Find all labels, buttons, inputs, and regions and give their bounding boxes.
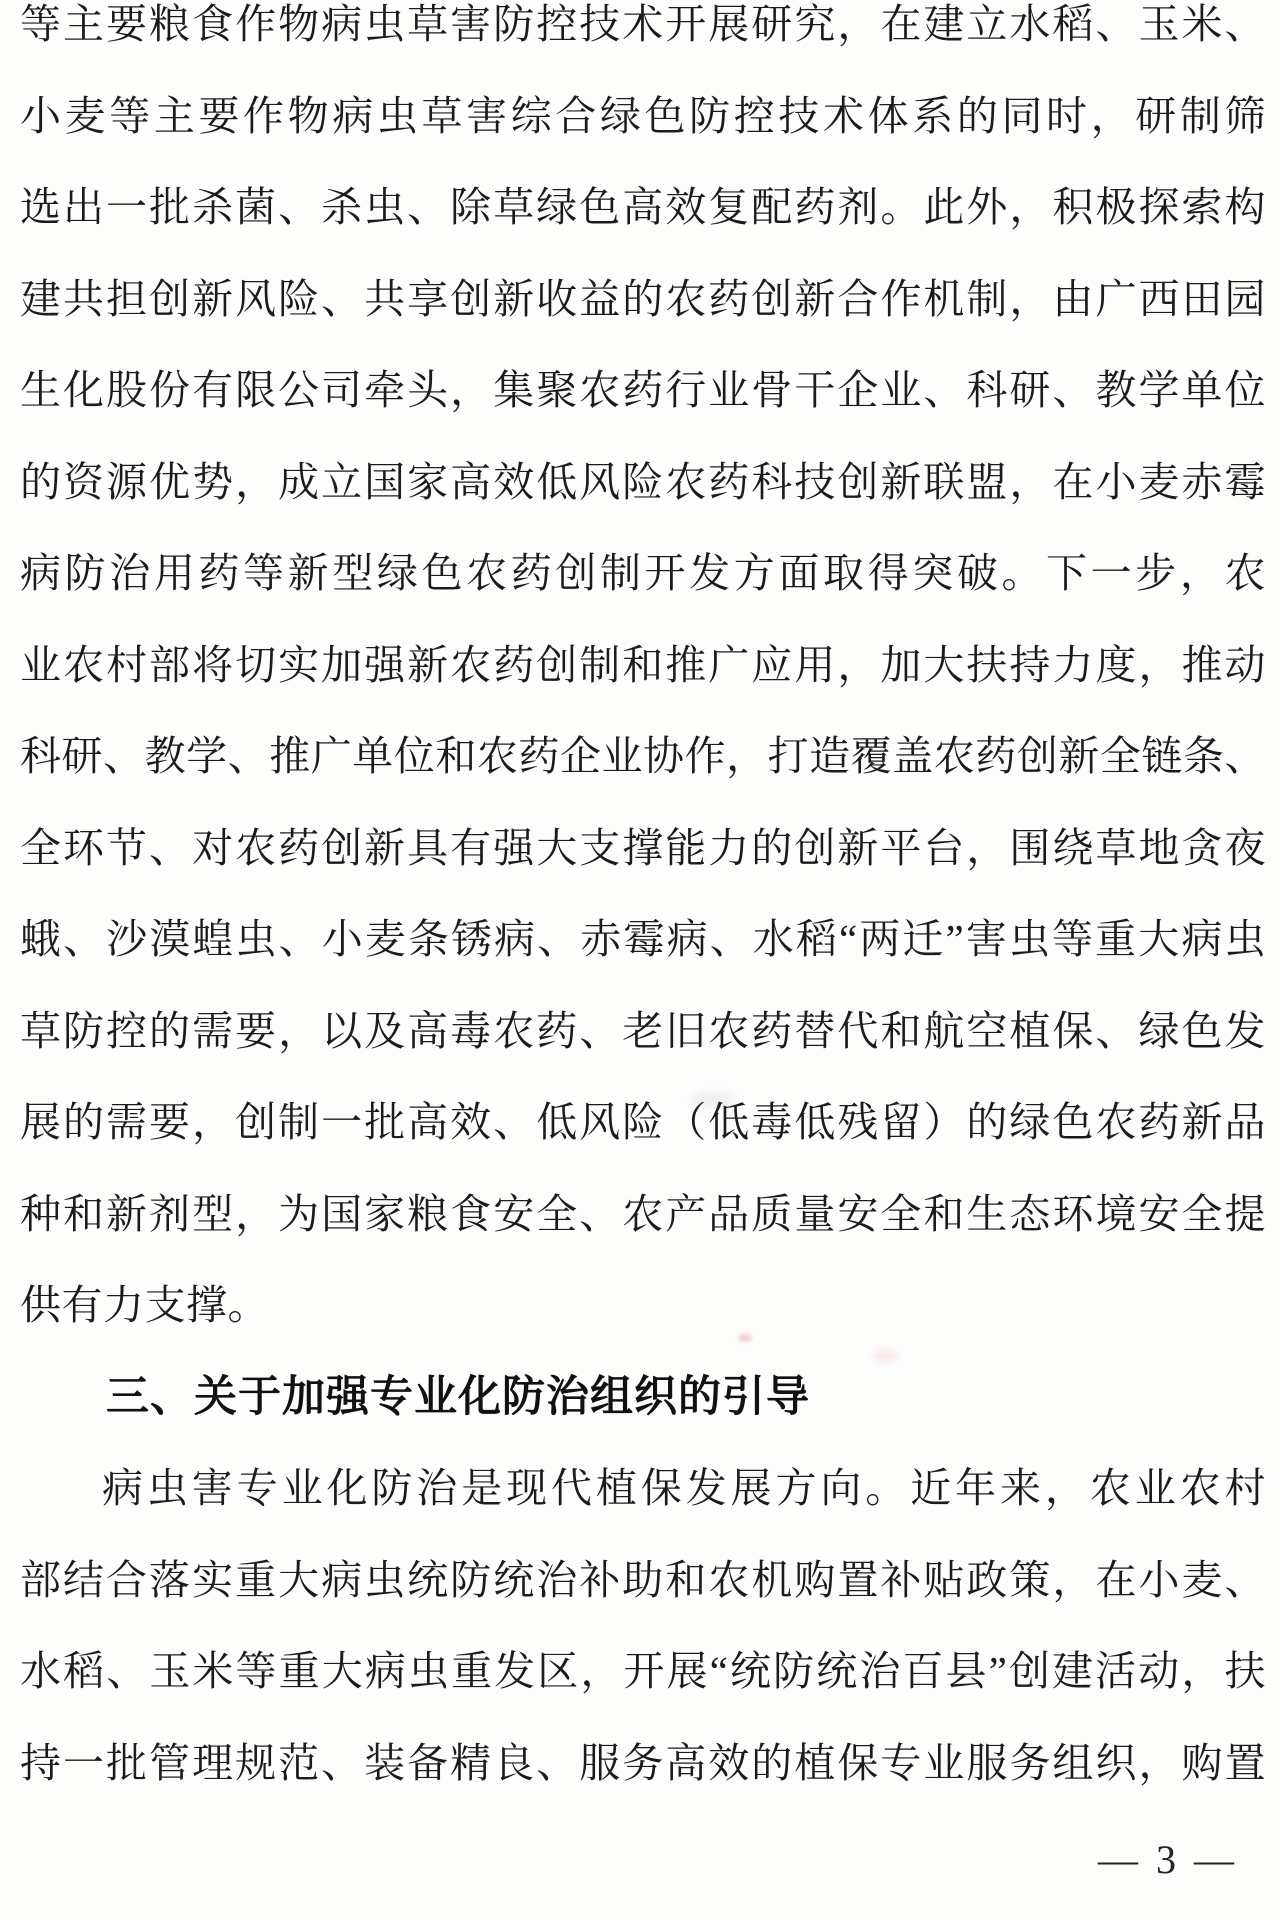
body-text-line: 的资源优势，成立国家高效低风险农药科技创新联盟，在小麦赤霉 <box>20 458 1266 505</box>
body-text-line: 持一批管理规范、装备精良、服务高效的植保专业服务组织，购置 <box>20 1739 1266 1786</box>
body-text-line: 种和新剂型，为国家粮食安全、农产品质量安全和生态环境安全提 <box>20 1190 1266 1237</box>
body-text-line: 部结合落实重大病虫统防统治补助和农机购置补贴政策，在小麦、 <box>20 1556 1266 1603</box>
body-text-line: 选出一批杀菌、杀虫、除草绿色高效复配药剂。此外，积极探索构 <box>20 184 1266 230</box>
body-text-line: 病防治用药等新型绿色农药创制开发方面取得突破。下一步，农 <box>20 550 1266 596</box>
body-text-line: 等主要粮食作物病虫草害防控技术开展研究，在建立水稻、玉米、 <box>20 1 1266 47</box>
page-number: — 3 — <box>1098 1837 1238 1882</box>
body-text-line: 草防控的需要，以及高毒农药、老旧农药替代和航空植保、绿色发 <box>20 1007 1266 1054</box>
body-text-line: 水稻、玉米等重大病虫重发区，开展“统防统治百县”创建活动，扶 <box>20 1648 1266 1694</box>
body-text-line: 蛾、沙漠蝗虫、小麦条锈病、赤霉病、水稻“两迁”害虫等重大病虫 <box>20 916 1266 962</box>
body-text-line: 科研、教学、推广单位和农药企业协作，打造覆盖农药创新全链条、 <box>20 733 1266 779</box>
section-heading: 三、关于加强专业化防治组织的引导 <box>106 1372 810 1421</box>
body-text-line: 供有力支撑。 <box>20 1282 269 1328</box>
body-text-line: 病虫害专业化防治是现代植保发展方向。近年来，农业农村 <box>102 1465 1266 1511</box>
body-text-line: 生化股份有限公司牵头，集聚农药行业骨干企业、科研、教学单位 <box>20 367 1266 413</box>
body-text-line: 业农村部将切实加强新农药创制和推广应用，加大扶持力度，推动 <box>20 641 1266 688</box>
body-text-line: 展的需要，创制一批高效、低风险（低毒低残留）的绿色农药新品 <box>20 1099 1266 1145</box>
body-text-line: 全环节、对农药创新具有强大支撑能力的创新平台，围绕草地贪夜 <box>20 824 1266 871</box>
body-text-block <box>20 0 1266 1809</box>
body-text-line: 建共担创新风险、共享创新收益的农药创新合作机制，由广西田园 <box>20 275 1266 322</box>
body-text-line: 小麦等主要作物病虫草害综合绿色防控技术体系的同时，研制筛 <box>20 92 1266 139</box>
